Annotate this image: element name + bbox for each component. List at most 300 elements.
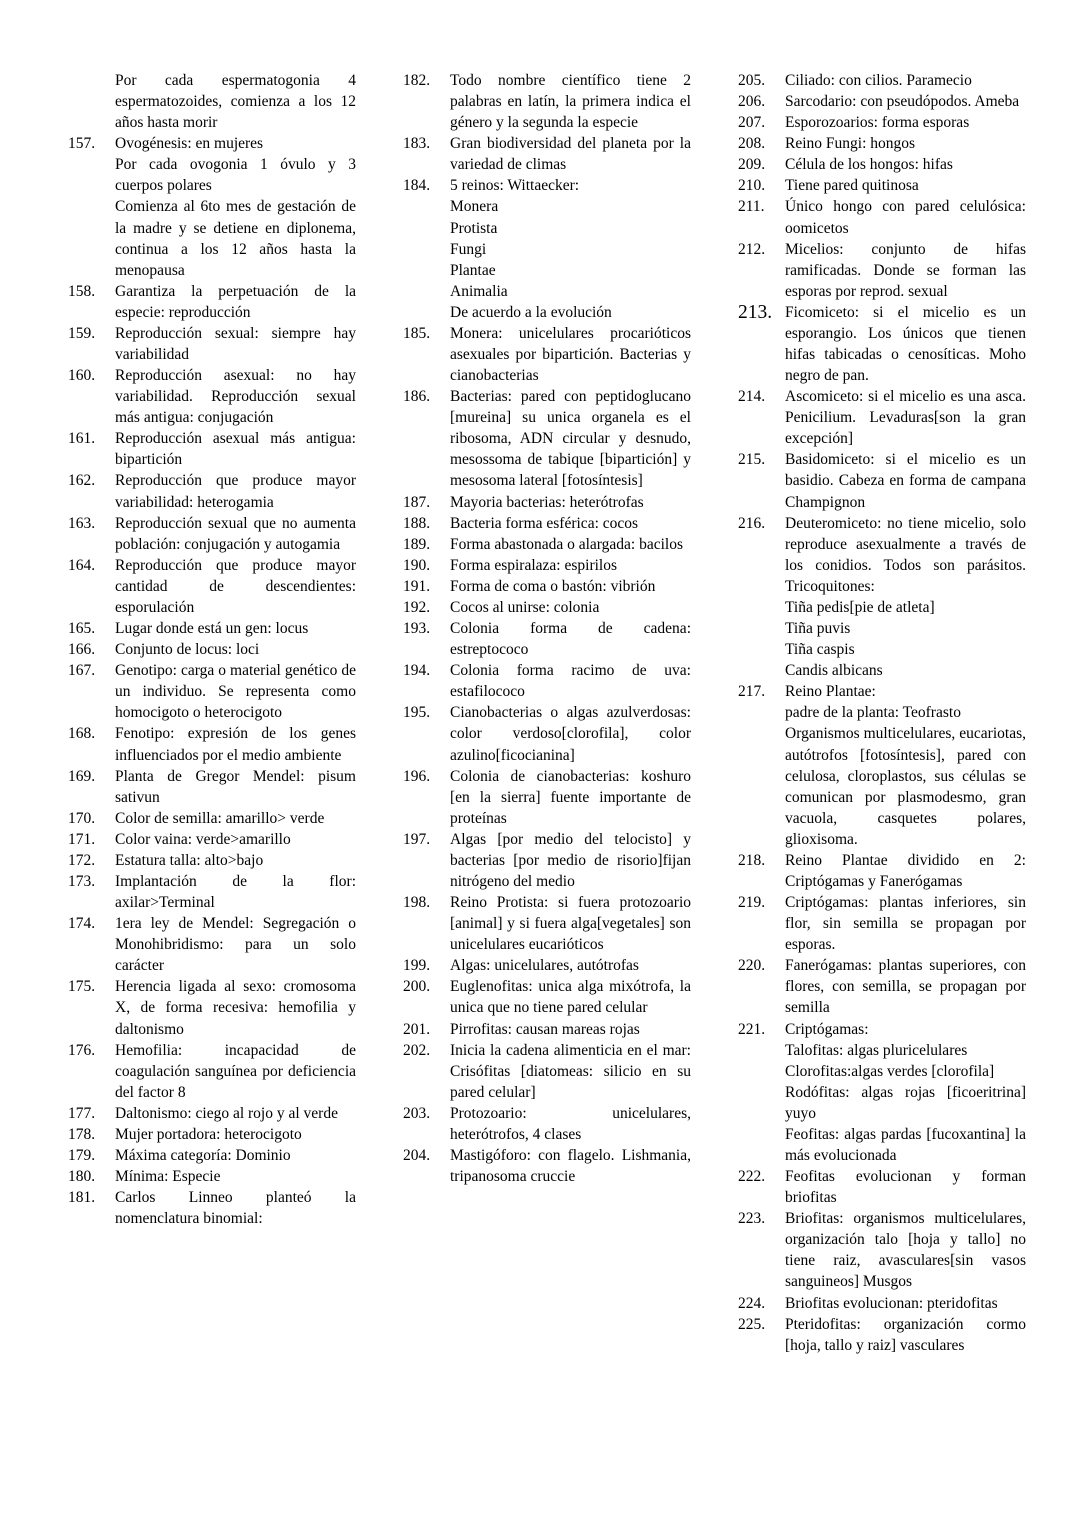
item-text [450,70,691,133]
list-item [68,913,356,976]
item-line: Lugar donde está un gen: locus [115,620,309,638]
item-line: Bacteria forma esférica: cocos [450,514,639,532]
item-line: Mastigóforo: con flagelo. Lishmania, tripanosoma cruccie [450,1146,691,1186]
item-text [450,597,691,618]
item-text [115,618,356,639]
item-line: Implantación de la flor: axilar>Terminal [115,872,356,912]
columns-container [68,70,1056,1356]
item-number: 206. [738,93,766,111]
item-number: 222. [738,1168,766,1186]
item-text [785,955,1026,1018]
item-text [450,175,691,323]
list-item [403,618,691,660]
item-line: Algas [por medio del telocisto] y bacterias [por medio de risorio]fijan nitrógeno del medio [450,830,691,890]
column-1 [68,70,356,1229]
list-item [68,976,356,1039]
list-item [738,1166,1026,1208]
item-line: Ciliado: con cilios. Paramecio [785,72,972,89]
item-text [785,1314,1026,1356]
item-text [785,1208,1026,1292]
item-line: Basidomiceto: si el micelio es un basidio. Cabeza en forma de campana Champignon [785,451,1026,511]
item-line: Feofitas: algas pardas [fucoxantina] la más evolucionada [785,1125,1026,1164]
list-item [68,323,356,365]
list-item [738,850,1026,892]
item-text [115,976,356,1039]
item-number: 202. [403,1041,431,1059]
item-line: Rodófitas: algas rojas [ficoeritrina] yuyo [785,1083,1026,1122]
item-number: 224. [738,1294,766,1312]
item-number: 167. [68,662,96,680]
item-text [115,1124,356,1145]
item-number: 211. [738,198,765,216]
item-number: 173. [68,872,96,890]
item-line: Micelios: conjunto de hifas ramificadas. Donde se forman las esporas por reprod. sexual [785,240,1026,300]
item-text [785,196,1026,238]
item-text [450,766,691,829]
item-text [115,913,356,976]
list-item [403,576,691,597]
item-text [785,112,1026,133]
item-text [785,154,1026,175]
item-line: Euglenofitas: unica alga mixótrofa, la unica que no tiene pared celular [450,978,691,1017]
item-line: Criptógamas: plantas inferiores, sin flor, sin semilla se propagan por esporas. [785,894,1026,954]
item-line: Gran biodiversidad del planeta por la variedad de climas [450,135,691,174]
list-item [403,513,691,534]
item-number: 196. [403,767,431,785]
item-text [115,470,356,512]
item-text [785,70,1026,91]
item-line: Mujer portadora: heterocigoto [115,1125,302,1143]
list-item [738,1208,1026,1292]
item-line: Protista [450,219,498,237]
item-number: 223. [738,1210,766,1228]
item-line: Color de semilla: amarillo> verde [115,809,325,827]
list-item [403,70,691,133]
item-line: Cianobacterias o algas azulverdosas: color verdoso[clorofila], color azulino[ficocianina] [450,704,691,764]
item-line: Genotipo: carga o material genético de un individuo. Se representa como homocigoto o heterocigoto [115,662,356,722]
item-number: 185. [403,324,431,342]
item-text [785,1019,1026,1167]
item-text [450,1040,691,1103]
item-number: 161. [68,430,96,448]
item-number: 220. [738,957,766,975]
column-2 [403,70,691,1187]
item-number: 179. [68,1146,96,1164]
item-line: 5 reinos: Wittaecker: [450,177,580,195]
item-text [115,723,356,765]
item-number: 181. [68,1189,96,1207]
item-line: Color vaina: verde>amarillo [115,830,291,848]
item-text [450,534,691,555]
item-line: Ficomiceto: si el micelio es un esporangio. Los únicos que tienen hifas tabicadas o cenosíticas. Moho negro de pan. [785,303,1026,385]
item-text [115,281,356,323]
item-line: Fenotipo: expresión de los genes influenciados por el medio ambiente [115,725,356,764]
item-number: 191. [403,577,431,595]
item-line: Garantiza la perpetuación de la especie: reproducción [115,282,356,321]
list-item [738,133,1026,154]
item-line: Tiene pared quitinosa [785,177,919,195]
item-line: Cocos al unirse: colonia [450,598,600,616]
list-item [68,871,356,913]
item-text [450,492,691,513]
item-line: Colonia de cianobacterias: koshuro [en la sierra] fuente importante de proteínas [450,767,691,827]
item-text [450,702,691,765]
item-text [785,91,1026,112]
item-number: 162. [68,472,96,490]
list-item [403,976,691,1018]
item-line: Reino Plantae dividido en 2: Criptógamas y Fanerógamas [785,851,1026,890]
list-item [68,660,356,723]
item-number: 219. [738,894,766,912]
list-item [403,534,691,555]
item-number: 170. [68,809,96,827]
item-number: 163. [68,514,96,532]
item-text [450,1145,691,1187]
item-line: Reproducción sexual: siempre hay variabilidad [115,324,356,364]
item-line: Pteridofitas: organización cormo [hoja, tallo y raiz] vasculares [785,1315,1026,1354]
item-number: 157. [68,135,96,153]
list-item [68,850,356,871]
item-text [115,513,356,555]
item-line: Protozoario: unicelulares, heterótrofos, 4 clases [450,1104,691,1143]
item-line: Estatura talla: alto>bajo [115,851,264,869]
item-number: 214. [738,388,766,406]
item-number: 174. [68,915,96,933]
item-line: Animalia [450,282,508,300]
item-line: Algas: unicelulares, autótrofas [450,957,639,975]
list-item [68,766,356,808]
item-number: 216. [738,514,766,532]
item-line: Carlos Linneo planteó la nomenclatura binomial: [115,1189,356,1228]
list-item [738,386,1026,449]
item-number: 213. [738,301,773,323]
item-number: 225. [738,1315,766,1333]
item-text [115,428,356,470]
list-item [738,112,1026,133]
list-item [68,513,356,555]
item-text [115,1145,356,1166]
item-number: 169. [68,767,96,785]
item-number: 177. [68,1104,96,1122]
item-text [785,1293,1026,1314]
item-number: 210. [738,177,766,195]
item-line: padre de la planta: Teofrasto [785,704,961,722]
item-number: 200. [403,978,431,996]
item-text [450,955,691,976]
list-item [403,892,691,955]
item-line: 1era ley de Mendel: Segregación o Monohibridismo: para un solo carácter [115,915,356,975]
item-line: Único hongo con pared celulósica: oomicetos [785,198,1026,237]
item-number: 197. [403,830,431,848]
item-line: Hemofilia: incapacidad de coagulación sanguínea por deficiencia del factor 8 [115,1041,356,1101]
item-number: 175. [68,978,96,996]
list-item [403,386,691,491]
item-text [785,175,1026,196]
list-item [68,1124,356,1145]
item-text [115,1040,356,1103]
item-number: 183. [403,135,431,153]
item-number: 212. [738,240,766,258]
item-text [785,133,1026,154]
list-item [68,1040,356,1103]
list-item [403,1145,691,1187]
list-item [738,449,1026,512]
item-line: Fanerógamas: plantas superiores, con flores, con semilla, se propagan por semilla [785,957,1026,1017]
item-line: Célula de los hongos: hifas [785,156,953,174]
item-line: Comienza al 6to mes de gestación de la madre y se detiene en diplonema, continua a los 12 años hasta la menopausa [115,198,356,279]
item-text [115,1166,356,1187]
item-text [115,639,356,660]
item-text [450,660,691,702]
list-item [68,1145,356,1166]
item-line: Forma espiralaza: espirilos [450,556,618,574]
item-number: 187. [403,493,431,511]
item-line: Bacterias: pared con peptidoglucano [mureina] su unica organela es el ribosoma, ADN circular y desnudo, mesossoma de tabique [bipartición] y mesosoma lateral [fotosíntesis] [450,388,691,490]
item-text [115,555,356,618]
item-line: Monera [450,198,499,216]
item-line: De acuerdo a la evolución [450,303,612,321]
list-item [68,829,356,850]
item-number: 192. [403,598,431,616]
item-number: 207. [738,114,766,132]
item-text [115,1187,356,1229]
item-number: 190. [403,556,431,574]
item-number: 201. [403,1020,431,1038]
item-line: Reproducción asexual: no hay variabilidad. Reproducción sexual más antigua: conjugación [115,367,356,427]
item-number: 199. [403,957,431,975]
item-number: 205. [738,72,766,89]
list-item [68,70,356,133]
list-item [403,1019,691,1040]
item-line: Ascomiceto: si el micelio es una asca. Penicilium. Levaduras[son la gran excepción] [785,388,1026,448]
item-line: Máxima categoría: Dominio [115,1146,291,1164]
item-line: Daltonismo: ciego al rojo y al verde [115,1104,338,1122]
list-item [738,154,1026,175]
item-number: 168. [68,725,96,743]
item-text [450,1019,691,1040]
item-text [115,829,356,850]
item-line: Por cada ovogonia 1 óvulo y 3 cuerpos polares [115,156,356,195]
list-item [403,492,691,513]
item-line: Tiña puvis [785,620,851,638]
item-text [785,681,1026,850]
item-line: Ovogénesis: en mujeres [115,135,264,153]
item-number: 166. [68,641,96,659]
item-line: Talofitas: algas pluricelulares [785,1041,968,1059]
item-line: Briofitas evolucionan: pteridofitas [785,1294,998,1312]
item-number: 189. [403,535,431,553]
item-text [115,323,356,365]
item-number: 172. [68,851,96,869]
column-3 [738,70,1026,1356]
item-line: Reproducción que produce mayor variabilidad: heterogamia [115,472,356,511]
item-number: 194. [403,662,431,680]
item-text [115,660,356,723]
list-item [738,1314,1026,1356]
item-text [450,892,691,955]
item-number: 193. [403,620,431,638]
item-text [785,302,1026,386]
item-line: Deuteromiceto: no tiene micelio, solo reproduce asexualmente a través de los conidios. Todos son parásitos. Tricoquitones: [785,514,1026,595]
item-number: 176. [68,1041,96,1059]
item-line: Criptógamas: [785,1020,869,1038]
item-text [785,239,1026,302]
item-number: 204. [403,1146,431,1164]
item-text [450,576,691,597]
item-text [785,386,1026,449]
list-item [68,808,356,829]
item-number: 165. [68,620,96,638]
list-item [403,323,691,386]
list-item [738,681,1026,850]
list-item [403,597,691,618]
item-number: 218. [738,851,766,869]
item-line: Todo nombre científico tiene 2 palabras en latín, la primera indica el género y la segunda la especie [450,72,691,132]
list-item [738,1293,1026,1314]
item-number: 208. [738,135,766,153]
list-item [738,91,1026,112]
item-text [115,766,356,808]
item-line: Reproducción asexual más antigua: bipartición [115,430,356,469]
list-item [738,892,1026,955]
item-line: Tiña caspis [785,641,855,659]
item-number: 203. [403,1104,431,1122]
item-line: Planta de Gregor Mendel: pisum sativun [115,767,356,806]
item-text [115,1103,356,1124]
list-item [403,555,691,576]
item-text [785,449,1026,512]
item-text [450,386,691,491]
list-item [403,702,691,765]
item-text [450,555,691,576]
item-line: Forma de coma o bastón: vibrión [450,577,656,595]
list-item [738,302,1026,386]
list-item [403,1103,691,1145]
list-item [68,618,356,639]
item-line: Forma abastonada o alargada: bacilos [450,535,683,553]
item-number: 178. [68,1125,96,1143]
list-item [403,766,691,829]
list-item [403,1040,691,1103]
item-line: Inicia la cadena alimenticia en el mar: Crisófitas [diatomeas: silicio en su pared celular] [450,1041,691,1101]
item-text [450,133,691,175]
item-line: Tiña pedis[pie de atleta] [785,598,935,616]
item-number: 164. [68,556,96,574]
list-item [68,365,356,428]
item-number: 159. [68,324,96,342]
item-number: 209. [738,156,766,174]
list-item [738,175,1026,196]
list-item [68,281,356,323]
item-line: Mínima: Especie [115,1168,221,1186]
item-line: Reino Fungi: hongos [785,135,916,153]
item-number: 215. [738,451,766,469]
list-item [403,660,691,702]
item-number: 198. [403,894,431,912]
list-item [68,428,356,470]
list-item [738,196,1026,238]
item-text [450,976,691,1018]
item-line: Organismos multicelulares, eucariotas, autótrofos [fotosíntesis], pared con celulosa, cloroplastos, sus células se comunican por plasmodesmo, gran vacuola, casquetes polares, glioxisoma. [785,725,1026,848]
list-item [68,1103,356,1124]
list-item [68,133,356,281]
item-text [450,618,691,660]
item-number: 182. [403,72,431,89]
item-text [450,829,691,892]
item-number: 184. [403,177,431,195]
list-item [738,955,1026,1018]
item-line: Clorofitas:algas verdes [clorofila] [785,1062,995,1080]
item-number: 221. [738,1020,766,1038]
item-text [115,808,356,829]
list-item [403,829,691,892]
item-line: Feofitas evolucionan y forman briofitas [785,1168,1026,1207]
item-line: Candis albicans [785,662,883,680]
item-number: 186. [403,388,431,406]
list-item [403,955,691,976]
item-text [785,892,1026,955]
item-text [115,70,356,133]
item-number: 217. [738,683,766,701]
list-item [738,70,1026,91]
item-line: Reproducción que produce mayor cantidad de descendientes: esporulación [115,556,356,616]
list-item [403,175,691,323]
list-item [403,133,691,175]
item-line: Reino Plantae: [785,683,876,701]
item-line: Fungi [450,240,487,258]
list-item [68,723,356,765]
item-text [450,1103,691,1145]
item-text [115,871,356,913]
item-line: Pirrofitas: causan mareas rojas [450,1020,640,1038]
item-number: 171. [68,830,96,848]
list-item [68,470,356,512]
item-text [785,850,1026,892]
list-item [68,1187,356,1229]
item-line: Briofitas: organismos multicelulares, organización talo [hoja y tallo] no tiene raiz, avasculares[sin vasos sanguineos] Musgos [785,1210,1026,1291]
item-number: 180. [68,1168,96,1186]
item-number: 160. [68,367,96,385]
item-line: Herencia ligada al sexo: cromosoma X, de forma recesiva: hemofilia y daltonismo [115,978,356,1038]
list-item [68,639,356,660]
item-line: Reino Protista: si fuera protozoario [animal] y si fuera alga[vegetales] son unicelulares eucarióticos [450,894,691,954]
item-line: Esporozoarios: forma esporas [785,114,970,132]
item-line: Reproducción sexual que no aumenta población: conjugación y autogamia [115,514,356,553]
item-number: 158. [68,282,96,300]
item-line: Colonia forma de cadena: estreptococo [450,620,691,659]
item-text [785,513,1026,682]
item-line: Colonia forma racimo de uva: estafilococo [450,662,691,701]
item-line: Por cada espermatogonia 4 espermatozoides, comienza a los 12 años hasta morir [115,72,356,132]
item-text [450,513,691,534]
item-number: 188. [403,514,431,532]
list-item [738,1019,1026,1167]
item-text [115,850,356,871]
item-text [785,1166,1026,1208]
list-item [738,513,1026,682]
item-number: 195. [403,704,431,722]
item-text [115,133,356,281]
item-line: Plantae [450,261,496,279]
item-line: Sarcodario: con pseudópodos. Ameba [785,93,1020,111]
item-text [115,365,356,428]
item-line: Conjunto de locus: loci [115,641,260,659]
list-item [68,1166,356,1187]
list-item [68,555,356,618]
item-line: Mayoria bacterias: heterótrofas [450,493,644,511]
item-text [450,323,691,386]
item-line: Monera: unicelulares procarióticos asexuales por bipartición. Bacterias y cianobacterias [450,324,691,385]
